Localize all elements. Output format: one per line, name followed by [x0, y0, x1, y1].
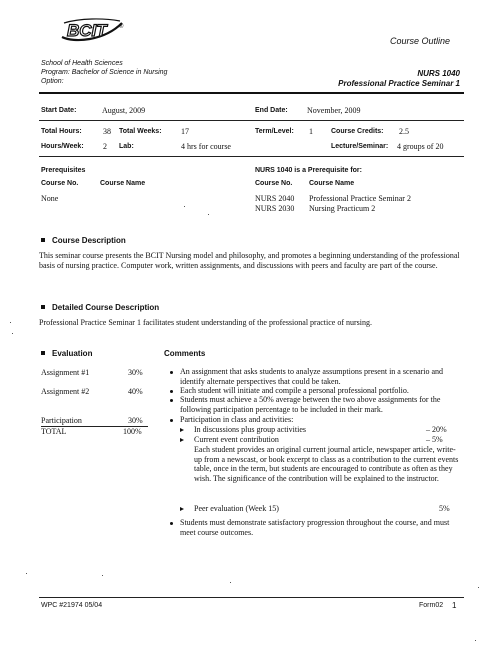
table-row: Participation — [41, 416, 82, 425]
start-date-label: Start Date: — [41, 107, 77, 114]
program-name: Program: Bachelor of Science in Nursing — [41, 69, 168, 76]
sub-item-discussions: In discussions plus group activities — [194, 425, 306, 434]
is-prereq-for-heading: NURS 1040 is a Prerequisite for: — [255, 167, 362, 174]
course-credits-value: 2.5 — [399, 127, 409, 136]
start-date-value: August, 2009 — [102, 106, 146, 115]
for-course-no-header: Course No. — [255, 180, 293, 187]
bullet-icon — [170, 522, 173, 525]
prereq-none: None — [41, 194, 59, 203]
course-description-heading-text: Course Description — [52, 236, 126, 245]
sub-item-discussions-pct: – 20% — [426, 425, 447, 434]
table-row: Assignment #2 — [41, 387, 90, 396]
table-row: TOTAL — [41, 427, 67, 436]
bullet-icon — [170, 371, 173, 374]
sub-item-current-event-pct: – 5% — [426, 435, 443, 444]
bullet-icon — [170, 419, 173, 422]
course-credits-label: Course Credits: — [331, 128, 384, 135]
school-name: School of Health Sciences — [41, 60, 123, 67]
bullet-icon — [170, 399, 173, 402]
hours-week-label: Hours/Week: — [41, 143, 84, 150]
course-code: NURS 1040 — [417, 69, 460, 78]
detailed-description-heading — [41, 303, 159, 312]
table-row: 30% — [128, 416, 143, 425]
footer-rule — [39, 597, 464, 598]
sub-item-current-event: Current event contribution — [194, 435, 279, 444]
course-title: Professional Practice Seminar 1 — [338, 79, 460, 88]
header-rule — [39, 92, 464, 94]
detailed-description-heading-text: Detailed Course Description — [52, 303, 160, 312]
term-level-value: 1 — [309, 127, 313, 136]
table-row: 30% — [128, 368, 143, 377]
list-item: Professional Practice Seminar 2 — [309, 194, 411, 203]
comment-progression: Students must demonstrate satisfactory progression throughout the course, and must meet course outcomes. — [180, 518, 450, 537]
prereq-rule — [39, 156, 464, 157]
lab-value: 4 hrs for course — [181, 142, 231, 151]
page-number: 1 — [452, 601, 457, 610]
term-level-label: Term/Level: — [255, 128, 294, 135]
bullet-icon — [170, 390, 173, 393]
course-description-heading — [41, 236, 126, 245]
detailed-description-text: Professional Practice Seminar 1 facilitates student understanding of the professional practice of nursing. — [39, 318, 373, 327]
info-rule — [39, 120, 464, 121]
sub-item-peer-evaluation: Peer evaluation (Week 15) — [194, 504, 279, 513]
option-label: Option: — [41, 78, 64, 85]
arrow-bullet-icon — [180, 428, 184, 432]
list-item: NURS 2040 — [255, 194, 295, 203]
sub-item-peer-evaluation-pct: 5% — [439, 504, 450, 513]
course-description-text: This seminar course presents the BCIT Nursing model and philosophy, and promotes a beginning understanding of the professional basis of nursing practice. Computer work, written assignments, and discussions with peers and faculty are part of the course. — [39, 251, 460, 270]
prerequisites-heading: Prerequisites — [41, 167, 86, 174]
section-bullet-icon — [41, 351, 45, 355]
comment-participation: Participation in class and activities: — [180, 415, 294, 424]
evaluation-heading-text: Evaluation — [52, 349, 93, 358]
prereq-course-name-header: Course Name — [100, 180, 146, 187]
total-hours-value: 38 — [103, 127, 111, 136]
comments-heading: Comments — [164, 349, 206, 358]
lecture-seminar-value: 4 groups of 20 — [397, 142, 444, 151]
prereq-course-no-header: Course No. — [41, 180, 79, 187]
table-row: Assignment #1 — [41, 368, 90, 377]
table-row: 100% — [123, 427, 142, 436]
list-item: NURS 2030 — [255, 204, 295, 213]
bcit-logo — [60, 17, 126, 43]
section-bullet-icon — [41, 305, 45, 309]
lab-label: Lab: — [119, 143, 134, 150]
svg-text:®: ® — [119, 24, 124, 30]
list-item: Nursing Practicum 2 — [309, 204, 376, 213]
for-course-name-header: Course Name — [309, 180, 355, 187]
table-row: 40% — [128, 387, 143, 396]
document-type: Course Outline — [390, 36, 451, 46]
total-weeks-label: Total Weeks: — [119, 128, 162, 135]
end-date-value: November, 2009 — [307, 106, 361, 115]
logo-text: BCIT — [67, 21, 107, 40]
section-bullet-icon — [41, 238, 45, 242]
comment-assignment-1: An assignment that asks students to analyze assumptions present in a scenario and identify alternate perspectives that could be taken. — [180, 367, 444, 386]
lecture-seminar-label: Lecture/Seminar: — [331, 143, 389, 150]
hours-week-value: 2 — [103, 142, 107, 151]
evaluation-heading — [41, 349, 92, 358]
total-weeks-value: 17 — [181, 127, 189, 136]
arrow-bullet-icon — [180, 507, 184, 511]
current-event-detail: Each student provides an original current journal article, newspaper article, write-up from a newscast, or book excerpt to class as a contribution to the current events table, once in the term, but students are encouraged to contribute as often as they wish. The significance of the contribution will be explained to the instructor. — [194, 445, 459, 483]
comment-average: Students must achieve a 50% average between the two above assignments for the following participation percentage to be included in their mark. — [180, 395, 441, 414]
arrow-bullet-icon — [180, 438, 184, 442]
comment-assignment-2: Each student will initiate and compile a personal professional portfolio. — [180, 386, 409, 395]
total-hours-label: Total Hours: — [41, 128, 82, 135]
form-number: Form02 — [419, 602, 444, 609]
end-date-label: End Date: — [255, 107, 288, 114]
footer-code: WPC #21974 05/04 — [41, 602, 103, 609]
